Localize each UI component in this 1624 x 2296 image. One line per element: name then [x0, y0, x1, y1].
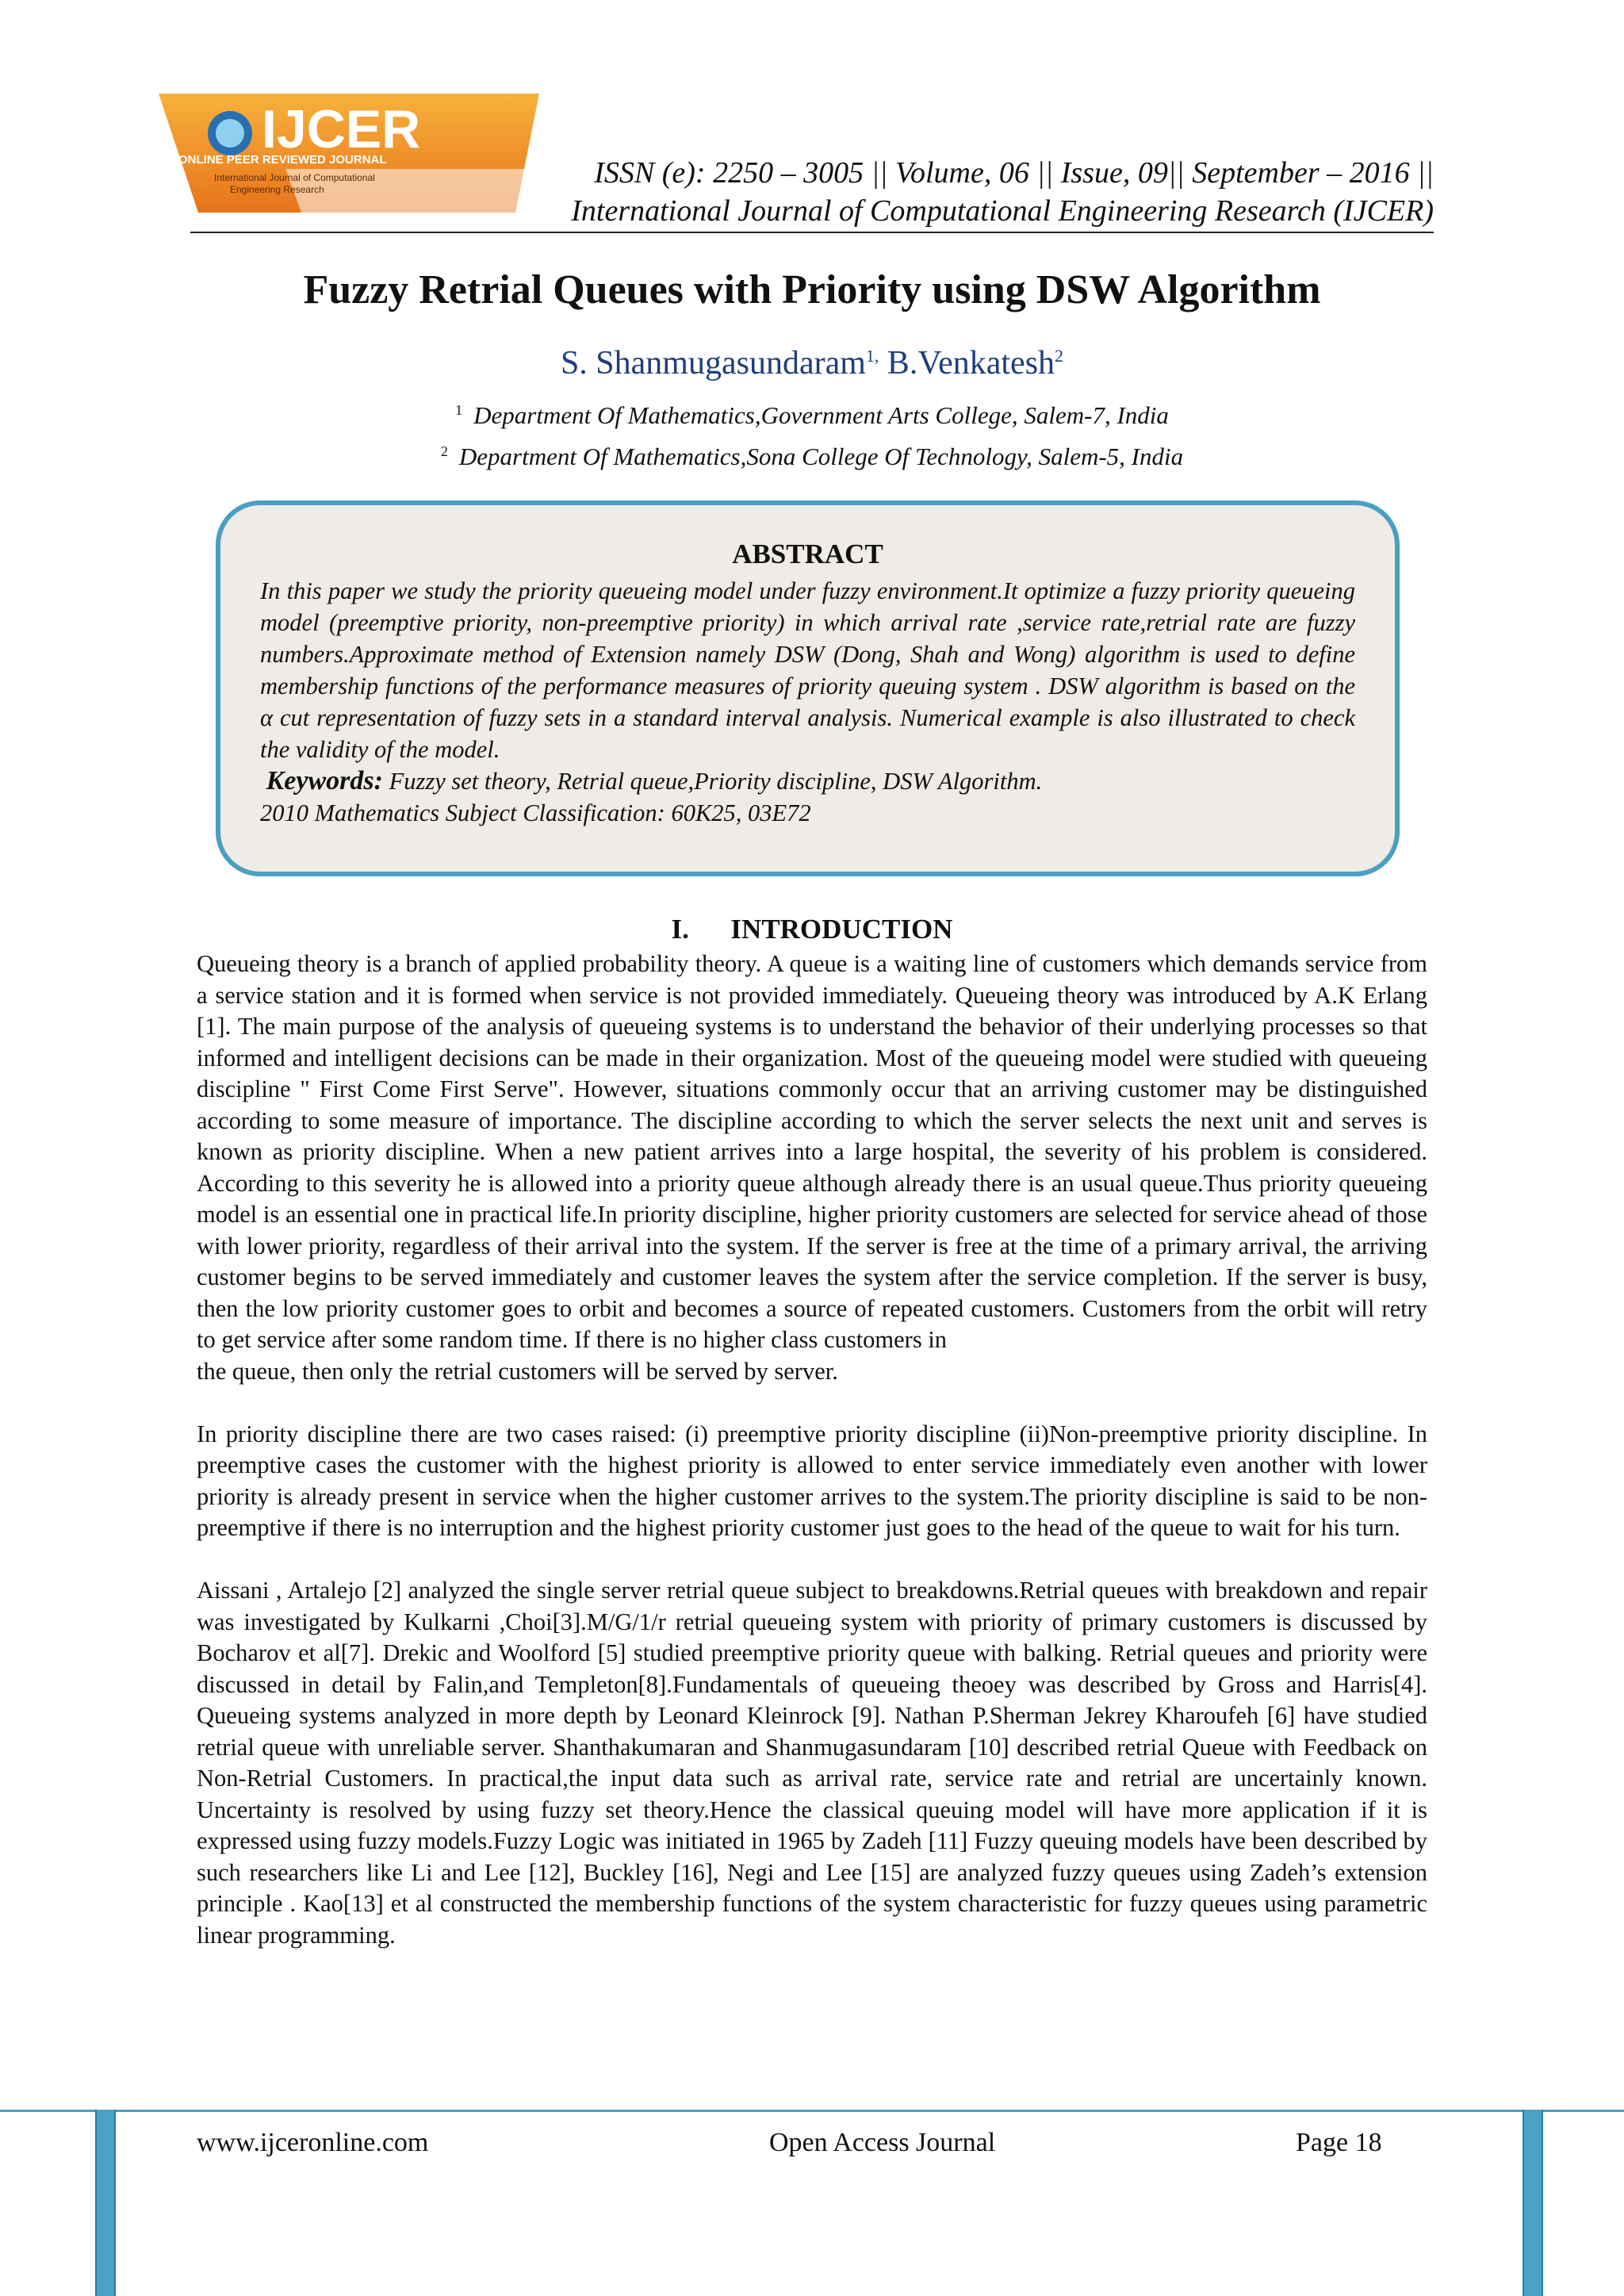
footer-bar-left [95, 2110, 116, 2296]
abstract-heading: ABSTRACT [732, 539, 883, 569]
section-heading [0, 914, 1624, 945]
footer-journal: Open Access Journal [769, 2128, 996, 2157]
paragraph-2: In priority discipline there are two cases raised: (i) preemptive priority discipline (ii)Non-preemptive priority discipline. In preemptive cases the customer with the highest priority is allowed to enter service immediately even another with lower priority is already present in service when the higher customer arrives to the system.The priority discipline is said to be non-preemptive if there is no interruption and the highest priority customer just goes to the head of the queue to wait for his turn. [197, 1420, 1427, 1541]
journal-name: International Journal of Computational Engineering Research (IJCER) [571, 194, 1434, 228]
abstract-text: In this paper we study the priority queueing model under fuzzy environment.It optimize a fuzzy priority queueing model (preemptive priority, non-preemptive priority) in which arrival rate ,service rate,retrial rate are fuzzy numbers.Approximate method of Extension namely DSW (Dong, Shah and Wong) algorithm is used to define membership functions of the performance measures of priority queuing system . DSW algorithm is based on the α cut representation of fuzzy sets in a standard interval analysis. Numerical example is also illustrated to check the validity of the model. [260, 577, 1355, 763]
affiliation-2-sup: 2 [440, 443, 448, 459]
header-rule [190, 232, 1434, 233]
footer-bar-right [1522, 2110, 1543, 2296]
affiliation-1-sup: 1 [455, 401, 463, 418]
authors [0, 344, 1624, 382]
logo-name: IJCER [262, 99, 421, 159]
ijcer-logo [143, 94, 539, 213]
logo-tagline: ONLINE PEER REVIEWED JOURNAL [178, 153, 387, 167]
keywords-text: Fuzzy set theory, Retrial queue,Priority discipline, DSW Algorithm. [382, 768, 1043, 795]
footer-url[interactable]: www.ijceronline.com [197, 2128, 429, 2157]
paper-title: Fuzzy Retrial Queues with Priority using DSW Algorithm [303, 267, 1321, 312]
affiliation-1 [0, 401, 1624, 430]
author-1-sup: 1, [865, 346, 879, 366]
keywords-line [260, 765, 1355, 797]
footer-page-number: Page 18 [1296, 2128, 1382, 2157]
author-2: B.Venkatesh [887, 345, 1055, 381]
paragraph-1-end: the queue, then only the retrial customers will be served by server. [197, 1357, 838, 1385]
affiliation-1-text: Department Of Mathematics,Government Arts College, Salem-7, India [473, 401, 1169, 429]
paragraph-3: Aissani , Artalejo [2] analyzed the single server retrial queue subject to breakdowns.Retrial queues with breakdown and repair was investigated by Kulkarni ,Choi[3].M/G/1/r retrial queueing system with priority of primary customers is discussed by Bocharov et al[7]. Drekic and Woolford [5] studied preemptive priority queue with balking. Retrial queues and priority were discussed in detail by Falin,and Templeton[8].Fundamentals of queueing theoey was described by Gross and Harris[4]. Queueing systems analyzed in more depth by Leonard Kleinrock [9]. Nathan P.Sherman Jekrey Kharoufeh [6] have studied retrial queue with unreliable server. Shanthakumaran and Shanmugasundaram [10] described retrial Queue with Feedback on Non-Retrial Customers. In practical,the input data such as arrival rate, service rate and retrial are uncertainly known. Uncertainty is resolved by using fuzzy set theory.Hence the classical queuing model will have more application if it is expressed using fuzzy models.Fuzzy Logic was initiated in 1965 by Zadeh [11] Fuzzy queuing models have been described by such researchers like Li and Lee [12], Buckley [16], Negi and Lee [15] are analyzed fuzzy queues using Zadeh’s extension principle . Kao[13] et al constructed the membership functions of the system characteristic for fuzzy queues using parametric linear programming. [197, 1577, 1427, 1949]
logo-subtitle-1: International Journal of Computational [214, 172, 375, 183]
body-text [197, 949, 1427, 1983]
keywords-label: Keywords: [266, 766, 383, 795]
abstract-box [216, 500, 1400, 876]
logo-subtitle-2: Engineering Research [230, 184, 324, 195]
author-2-sup: 2 [1055, 346, 1064, 366]
author-1: S. Shanmugasundaram [560, 345, 866, 381]
affiliation-2 [0, 443, 1624, 471]
issn-line: ISSN (e): 2250 – 3005 || Volume, 06 || Issue, 09|| September – 2016 || [594, 156, 1434, 190]
paragraph-1: Queueing theory is a branch of applied probability theory. A queue is a waiting line of customers which demands service from a service station and it is formed when service is not provided immediately. Queueing theory was introduced by A.K Erlang [1]. The main purpose of the analysis of queueing systems is to understand the behavior of their underlying processes so that informed and intelligent decisions can be made in their organization. Most of the queueing model were studied with queueing discipline " First Come First Serve". However, situations commonly occur that an arriving customer may be distinguished according to some measure of importance. The discipline according to which the server selects the next unit and serves is known as priority discipline. When a new patient arrives into a large hospital, the severity of his problem is considered. According to this severity he is allowed into a priority queue although already there is an usual queue.Thus priority queueing model is an essential one in practical life.In priority discipline, higher priority customers are selected for service ahead of those with lower priority, regardless of their arrival into the system. If the server is free at the time of a primary arrival, the arriving customer begins to be served immediately and customer leaves the system after the service completion. If the server is busy, then the low priority customer goes to orbit and becomes a source of repeated customers. Customers from the orbit will retry to get service after some random time. If there is no higher class customers in [197, 950, 1427, 1353]
msc-classification: 2010 Mathematics Subject Classification: 60K25, 03E72 [260, 799, 811, 826]
affiliation-2-text: Department Of Mathematics,Sona College Of Technology, Salem-5, India [458, 443, 1184, 470]
footer-rule [0, 2110, 1624, 2112]
section-heading-text: I. INTRODUCTION [671, 914, 953, 945]
